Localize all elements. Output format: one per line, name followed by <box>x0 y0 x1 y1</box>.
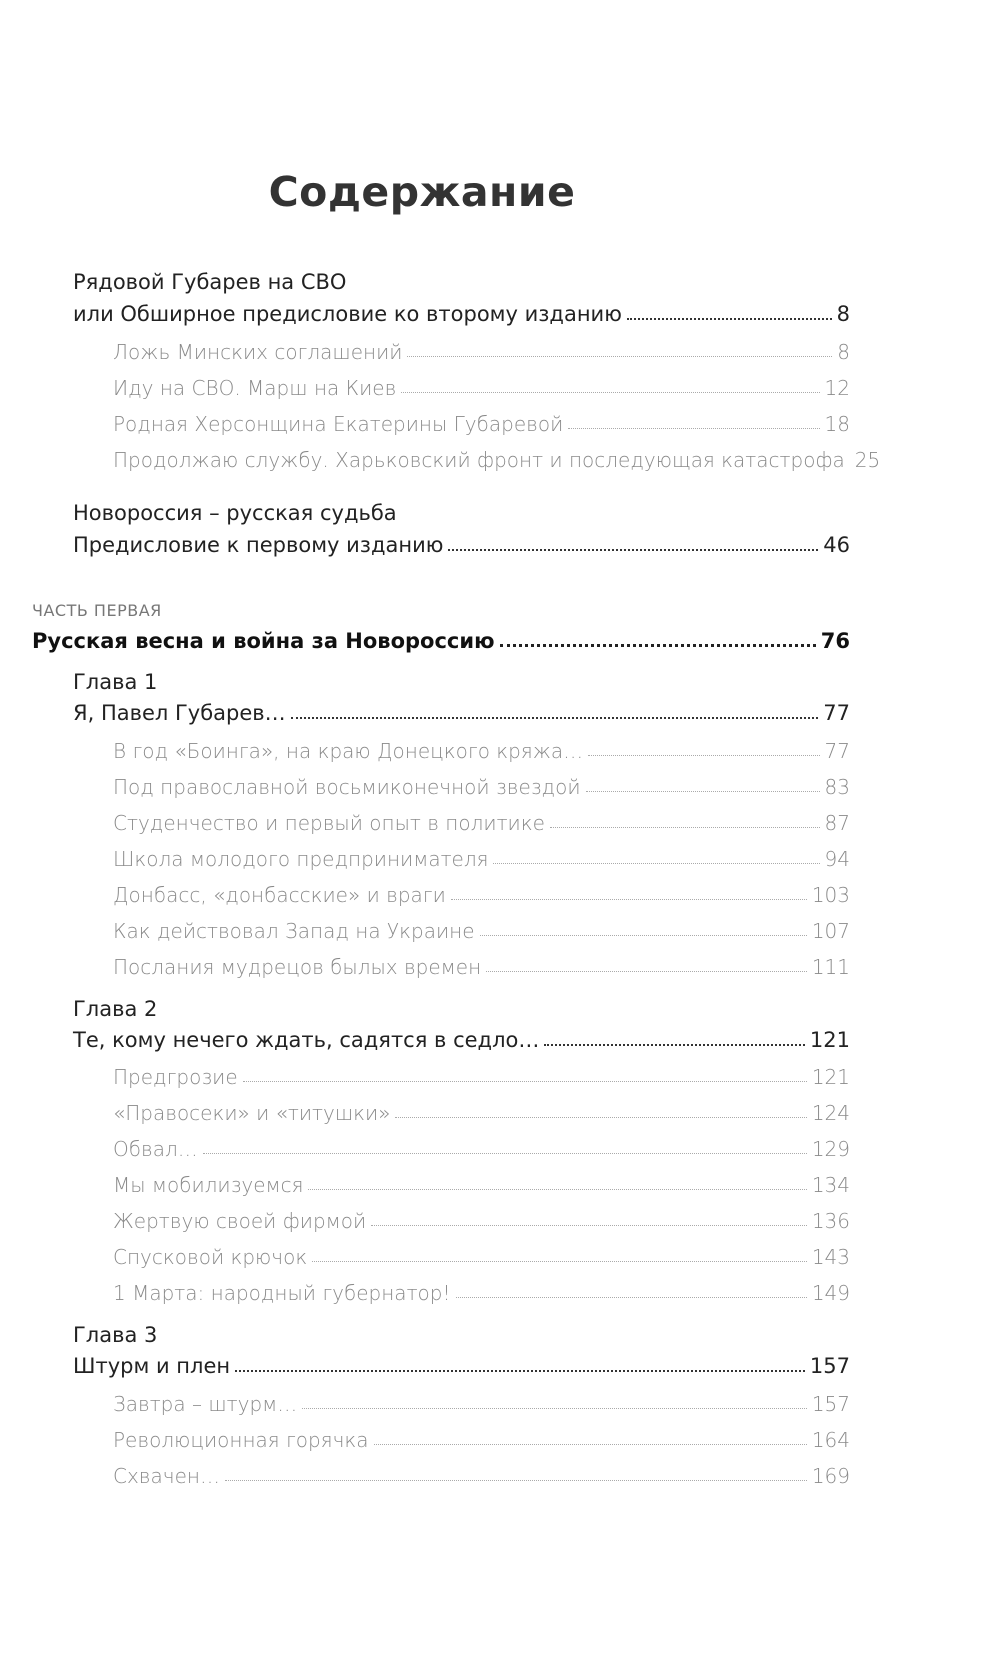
toc-item[interactable]: Схвачен… 169 <box>113 1464 850 1488</box>
toc-item[interactable]: Ложь Минских соглашений 8 <box>113 340 850 364</box>
dot-leader <box>312 1261 807 1262</box>
toc-item[interactable]: Завтра – штурм… 157 <box>113 1392 850 1416</box>
toc-item[interactable]: Революционная горячка 164 <box>113 1428 850 1452</box>
toc-item[interactable]: Мы мобилизуемся 134 <box>113 1173 850 1197</box>
dot-leader <box>451 899 807 900</box>
preface-heading: Новороссия – русская судьба <box>73 501 397 525</box>
intro-heading: Рядовой Губарев на СВО <box>73 270 347 294</box>
chapter-label: Глава 1 <box>73 670 158 694</box>
dot-leader <box>568 428 819 429</box>
dot-leader <box>395 1117 806 1118</box>
chapter-entry[interactable]: Те, кому нечего ждать, садятся в седло… 121 <box>73 1028 850 1052</box>
dot-leader <box>374 1444 807 1445</box>
toc-item[interactable]: «Правосеки» и «титушки» 124 <box>113 1101 850 1125</box>
dot-leader <box>493 863 819 864</box>
toc-item[interactable]: Школа молодого предпринимателя 94 <box>113 847 850 871</box>
toc-item[interactable]: 1 Марта: народный губернатор! 149 <box>113 1281 850 1305</box>
dot-leader <box>308 1189 806 1190</box>
dot-leader <box>588 755 819 756</box>
toc-item[interactable]: Под православной восьмиконечной звездой 83 <box>113 775 850 799</box>
dot-leader <box>407 356 832 357</box>
dot-leader <box>550 827 820 828</box>
toc-item[interactable]: Как действовал Запад на Украине 107 <box>113 919 850 943</box>
toc-item[interactable]: Предгрозие 121 <box>113 1065 850 1089</box>
toc-item[interactable]: Студенчество и первый опыт в политике 87 <box>113 811 850 835</box>
toc-item[interactable]: В год «Боинга», на краю Донецкого кряжа… 77 <box>113 739 850 763</box>
dot-leader <box>627 318 832 320</box>
toc-item[interactable]: Послания мудрецов былых времен 111 <box>113 955 850 979</box>
part-title-entry[interactable]: Русская весна и война за Новороссию 76 <box>32 629 850 653</box>
dot-leader <box>486 971 807 972</box>
chapter-entry[interactable]: Я, Павел Губарев… 77 <box>73 701 850 725</box>
toc-item[interactable]: Родная Херсонщина Екатерины Губаревой 18 <box>113 412 850 436</box>
dot-leader <box>544 1044 805 1046</box>
dot-leader <box>302 1408 807 1409</box>
dot-leader <box>371 1225 807 1226</box>
dot-leader <box>243 1081 807 1082</box>
chapter-entry[interactable]: Штурм и плен 157 <box>73 1354 850 1378</box>
dot-leader <box>448 549 818 551</box>
dot-leader <box>203 1153 807 1154</box>
toc-item[interactable]: Спусковой крючок 143 <box>113 1245 850 1269</box>
chapter-label: Глава 2 <box>73 997 158 1021</box>
part-label: ЧАСТЬ ПЕРВАЯ <box>32 601 162 620</box>
dot-leader <box>480 935 807 936</box>
dot-leader <box>586 791 820 792</box>
dot-leader <box>500 644 816 647</box>
page-title: Содержание <box>268 168 576 216</box>
toc-item[interactable]: Иду на СВО. Марш на Киев 12 <box>113 376 850 400</box>
toc-entry[interactable]: Предисловие к первому изданию 46 <box>73 533 850 557</box>
dot-leader <box>401 392 819 393</box>
dot-leader <box>235 1370 805 1372</box>
dot-leader <box>456 1297 807 1298</box>
toc-item[interactable]: Продолжаю службу. Харьковский фронт и последующая катастрофа 25 <box>113 448 881 472</box>
dot-leader <box>291 717 819 719</box>
dot-leader <box>225 1480 807 1481</box>
toc-item[interactable]: Донбасс, «донбасские» и враги 103 <box>113 883 850 907</box>
chapter-label: Глава 3 <box>73 1323 158 1347</box>
toc-item[interactable]: Обвал… 129 <box>113 1137 850 1161</box>
toc-entry[interactable]: или Обширное предисловие ко второму изданию 8 <box>73 302 850 326</box>
toc-item[interactable]: Жертвую своей фирмой 136 <box>113 1209 850 1233</box>
